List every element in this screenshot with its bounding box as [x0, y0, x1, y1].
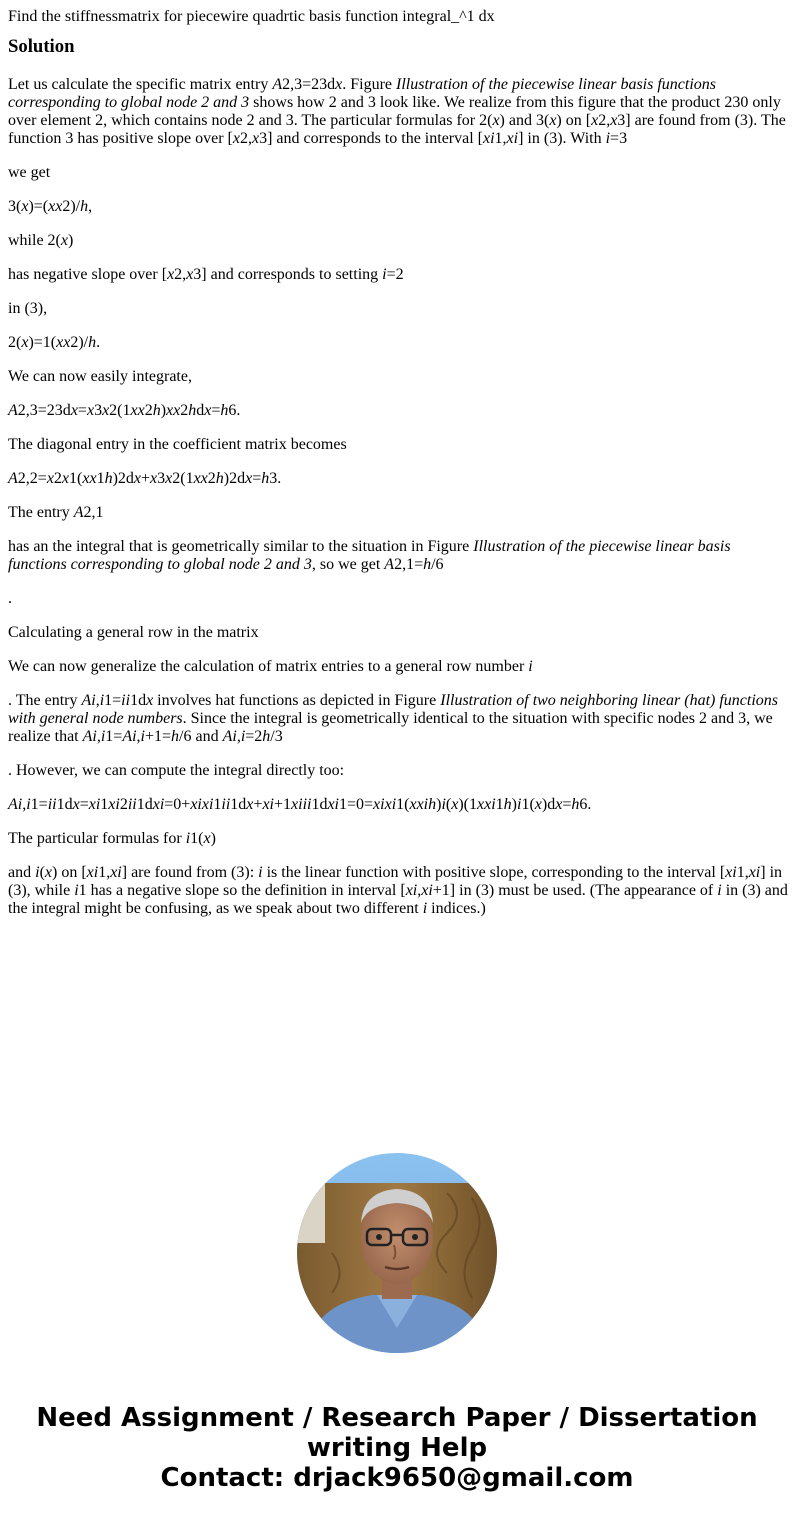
text-run: 1, [736, 864, 749, 881]
text-run: 1, [494, 130, 507, 147]
text-run: )=( [28, 198, 49, 215]
solution-paragraph [8, 300, 788, 318]
italic-text: xi [483, 130, 495, 147]
text-run: = [252, 470, 262, 487]
text-run: , [96, 728, 101, 745]
text-run: + [141, 470, 151, 487]
text-run: and [8, 864, 36, 881]
italic-text: A [272, 76, 283, 93]
text-run: ] in (3). With [518, 130, 606, 147]
solution-paragraph [8, 436, 788, 454]
solution-paragraph [8, 864, 788, 918]
solution-paragraph [8, 692, 788, 746]
text-run: indices.) [427, 900, 486, 917]
text-run: 1= [104, 692, 122, 709]
text-run: 1 [100, 796, 109, 813]
text-run: 1( [521, 796, 535, 813]
text-run: 2,1= [394, 556, 424, 573]
text-run: /3 [270, 728, 283, 745]
italic-text: x [133, 470, 141, 487]
text-run: 1( [396, 796, 410, 813]
italic-text: h [503, 796, 512, 813]
italic-text: h [171, 728, 180, 745]
italic-text: A [73, 504, 84, 521]
text-run: 6. [579, 796, 592, 813]
italic-text: i [35, 864, 40, 881]
avatar-photo [297, 1153, 497, 1353]
italic-text: h [152, 402, 161, 419]
italic-text: i [185, 830, 191, 847]
footer-contact-line: Contact: drjack9650@gmail.com [160, 1463, 634, 1493]
solution-paragraph [8, 164, 788, 182]
italic-text: xx [82, 470, 97, 487]
text-run: +1 [273, 796, 292, 813]
text-run: 3] and corresponds to the interval [ [259, 130, 483, 147]
text-run: 2 [144, 402, 153, 419]
italic-text: xi [88, 796, 101, 813]
text-run: 1 has a negative slope so the definition in interval [ [78, 882, 406, 899]
italic-text: i [441, 796, 446, 813]
text-run: = [562, 796, 572, 813]
footer-banner [0, 1403, 794, 1493]
italic-text: xi [748, 864, 761, 881]
text-run: = [77, 402, 87, 419]
text-run: ) [436, 796, 442, 813]
text-run: 1= [105, 728, 123, 745]
solution-heading: Solution [8, 36, 75, 57]
italic-text: ii [127, 796, 137, 813]
italic-text: h [215, 470, 224, 487]
italic-text: x [186, 266, 194, 283]
italic-text: x [61, 470, 70, 487]
italic-text: A [8, 402, 18, 419]
text-run: is the linear function with positive slope, corresponding to the interval [ [262, 864, 726, 881]
italic-text: x [555, 796, 563, 813]
text-run: 1d [56, 796, 73, 813]
text-run: The entry [8, 504, 74, 521]
text-run: 6. [228, 402, 241, 419]
text-run: 1( [190, 830, 204, 847]
text-run: 1d [136, 796, 153, 813]
text-run: 1 [213, 796, 222, 813]
solution-paragraph [8, 830, 788, 848]
italic-text: xi [405, 882, 418, 899]
italic-text: i [74, 882, 79, 899]
text-run: Let us calculate the specific matrix entry [8, 76, 273, 93]
italic-text: i [382, 266, 387, 283]
text-run: . The entry [8, 692, 82, 709]
italic-text: xxi [477, 796, 496, 813]
italic-text: x [102, 402, 110, 419]
italic-text: xx [166, 402, 181, 419]
text-run: , [136, 728, 141, 745]
solution-paragraph [8, 504, 788, 522]
text-run: ) on [ [52, 864, 87, 881]
italic-text: x [60, 232, 68, 249]
italic-text: xx [130, 402, 145, 419]
solution-body [8, 76, 788, 918]
italic-text: Ai [222, 728, 237, 745]
text-run: )d [541, 796, 556, 813]
italic-text: i [140, 728, 145, 745]
text-run: 3( [8, 198, 22, 215]
text-run: = [79, 796, 89, 813]
italic-text: h [423, 556, 432, 573]
text-run: 1 [96, 470, 105, 487]
text-run: )2d [112, 470, 134, 487]
text-run: 2(1 [109, 402, 131, 419]
italic-text: x [167, 266, 175, 283]
text-run: ( [445, 796, 452, 813]
text-run: ) and 3( [499, 112, 550, 129]
text-run: 3] and corresponds to setting [193, 266, 383, 283]
text-run: , [417, 882, 422, 899]
text-run: 1d [311, 796, 328, 813]
text-run: ) [67, 232, 74, 249]
italic-text: x [165, 470, 173, 487]
italic-text: i [99, 692, 105, 709]
italic-text: x [591, 112, 599, 129]
text-run: )2d [223, 470, 246, 487]
text-run: =0+ [164, 796, 191, 813]
italic-text: x [610, 112, 618, 129]
text-run: involves hat functions as depicted in Figure [153, 692, 441, 709]
text-run: 2,2= [17, 470, 47, 487]
text-run: =3 [610, 130, 628, 147]
text-run: 2,1 [83, 504, 104, 521]
text-run: We can now generalize the calculation of matrix entries to a general row number [8, 658, 529, 675]
text-run: 1= [30, 796, 48, 813]
italic-text: A [8, 470, 18, 487]
text-run: , [22, 796, 27, 813]
text-run: 2, [598, 112, 611, 129]
text-run: , [95, 692, 100, 709]
text-run: ) [210, 830, 216, 847]
italic-text: Ai [8, 796, 23, 813]
text-run: 2 [207, 470, 216, 487]
italic-text: i [26, 796, 31, 813]
text-run: , [88, 198, 93, 215]
text-run: ] in (3), while [8, 864, 783, 899]
solution-paragraph [8, 334, 788, 352]
italic-text: Illustration of the piecewise linear basis functions corresponding to global node 2 and 3 [8, 76, 717, 111]
italic-text: x [204, 402, 212, 419]
italic-text: x [246, 796, 254, 813]
text-run: in (3), [8, 300, 48, 317]
text-run: 2 [53, 470, 62, 487]
text-run: 1, [98, 864, 111, 881]
italic-text: x [70, 402, 78, 419]
italic-text: xi [262, 796, 274, 813]
text-run: 1( [69, 470, 83, 487]
italic-text: i [717, 882, 722, 899]
italic-text: x [46, 470, 54, 487]
text-run: /6 [431, 556, 444, 573]
italic-text: xx [193, 470, 208, 487]
solution-paragraph [8, 538, 788, 574]
text-run: The particular formulas for [8, 830, 186, 847]
italic-text: A [384, 556, 395, 573]
italic-text: h [262, 728, 271, 745]
text-run: ) [160, 402, 167, 419]
italic-text: xxih [409, 796, 437, 813]
italic-text: Illustration of two neighboring linear (hat) functions with general node numbers [8, 692, 779, 727]
italic-text: x [492, 112, 500, 129]
italic-text: x [451, 796, 459, 813]
italic-text: h [220, 402, 229, 419]
text-run: we get [8, 164, 51, 181]
solution-paragraph [8, 76, 788, 148]
italic-text: i [422, 900, 428, 917]
solution-paragraph [8, 796, 788, 814]
italic-text: h [571, 796, 580, 813]
italic-text: xi [725, 864, 737, 881]
text-run: 3 [94, 402, 103, 419]
italic-text: x [232, 130, 240, 147]
italic-text: Illustration of the piecewise linear basis functions corresponding to global node 2 and 3 [8, 538, 731, 573]
italic-text: xx [48, 198, 63, 215]
text-run: . Figure [342, 76, 397, 93]
text-run: , [236, 728, 241, 745]
text-run: , so we get [311, 556, 385, 573]
italic-text: ii [47, 796, 57, 813]
text-run: 1=0= [339, 796, 374, 813]
text-run: /6 and [179, 728, 223, 745]
italic-text: x [44, 864, 52, 881]
text-run: shows how 2 and 3 look like. We realize from this figure that the product 230 only over element 2, which contains node 2 and 3. The particular formulas for 2( [8, 94, 781, 129]
italic-text: xi [86, 864, 99, 881]
article [8, 8, 788, 934]
text-run: 2( [8, 334, 22, 351]
text-run: 2 [119, 796, 128, 813]
text-run: 2, [174, 266, 187, 283]
text-run: 3] are found from (3). The function 3 has positive slope over [ [8, 112, 786, 147]
text-run: =2 [386, 266, 404, 283]
text-run: +1= [145, 728, 172, 745]
italic-text: x [86, 402, 95, 419]
italic-text: xiii [291, 796, 312, 813]
question-text: Find the stiffnessmatrix for piecewire quadrtic basis function integral_^1 dx [8, 8, 495, 25]
italic-text: ii [221, 796, 231, 813]
text-run: has negative slope over [ [8, 266, 168, 283]
text-run: + [253, 796, 263, 813]
solution-paragraph [8, 232, 788, 250]
italic-text: h [88, 334, 97, 351]
italic-text: x [72, 796, 80, 813]
italic-text: Ai [82, 728, 97, 745]
italic-text: xi [327, 796, 339, 813]
text-run: . Since the integral is geometrically identical to the situation with specific nodes 2 and 3, we realize that [8, 710, 773, 745]
solution-paragraph [8, 266, 788, 284]
text-run: ] are found from (3): [121, 864, 259, 881]
italic-text: x [549, 112, 557, 129]
text-run: 1d [230, 796, 247, 813]
italic-text: xi [506, 130, 519, 147]
text-run: =2 [245, 728, 263, 745]
text-run: +1] in (3) must be used. (The appearance of [432, 882, 718, 899]
text-run: )(1 [458, 796, 477, 813]
italic-text: i [516, 796, 522, 813]
text-run: 1 [495, 796, 504, 813]
text-run: 1d [130, 692, 147, 709]
text-run: 2,3=23d [282, 76, 336, 93]
solution-paragraph [8, 470, 788, 488]
italic-text: h [80, 198, 89, 215]
italic-text: h [104, 470, 113, 487]
italic-text: h [188, 402, 197, 419]
text-run: . [8, 590, 12, 607]
italic-text: xixi [373, 796, 397, 813]
italic-text: h [261, 470, 270, 487]
text-run: 2,3=23d [17, 402, 71, 419]
italic-text: xi [110, 864, 122, 881]
italic-text: xi [152, 796, 165, 813]
italic-text: i [258, 864, 263, 881]
text-run: The diagonal entry in the coefficient matrix becomes [8, 436, 347, 453]
text-run: 2, [239, 130, 252, 147]
text-run: = [211, 402, 221, 419]
text-run: has an the integral that is geometrically similar to the situation in Figure [8, 538, 474, 555]
solution-paragraph [8, 590, 788, 608]
text-run: We can now easily integrate, [8, 368, 192, 385]
italic-text: x [150, 470, 158, 487]
italic-text: x [251, 130, 260, 147]
text-run: 2 [180, 402, 189, 419]
text-run: Calculating a general row in the matrix [8, 624, 259, 641]
italic-text: xx [56, 334, 71, 351]
italic-text: x [245, 470, 253, 487]
avatar [297, 1153, 497, 1353]
text-run: while 2( [8, 232, 61, 249]
italic-text: Ai [81, 692, 96, 709]
text-run: ) on [ [556, 112, 592, 129]
footer-help-line: Need Assignment / Research Paper / Dissertation writing Help [36, 1403, 758, 1463]
italic-text: Ai [122, 728, 137, 745]
italic-text: xi [421, 882, 433, 899]
italic-text: xixi [190, 796, 214, 813]
solution-paragraph [8, 198, 788, 216]
italic-text: x [146, 692, 154, 709]
italic-text: i [100, 728, 106, 745]
solution-paragraph [8, 368, 788, 386]
text-run: )=1( [28, 334, 57, 351]
italic-text: ii [121, 692, 131, 709]
italic-text: i [605, 130, 611, 147]
text-run: 3. [269, 470, 282, 487]
text-run: 2)/ [62, 198, 81, 215]
italic-text: x [335, 76, 343, 93]
solution-paragraph [8, 624, 788, 642]
italic-text: i [240, 728, 246, 745]
text-run: in (3) and the integral might be confusing, as we speak about two different [8, 882, 788, 917]
text-run: ) [511, 796, 517, 813]
text-run: d [196, 402, 205, 419]
solution-paragraph [8, 658, 788, 676]
text-run: ( [39, 864, 45, 881]
italic-text: x [534, 796, 542, 813]
italic-text: i [528, 658, 533, 675]
text-run: . However, we can compute the integral directly too: [8, 762, 345, 779]
text-run: 2(1 [172, 470, 194, 487]
text-run: 2)/ [70, 334, 89, 351]
italic-text: x [21, 198, 29, 215]
text-run: . [96, 334, 101, 351]
italic-text: x [21, 334, 29, 351]
italic-text: x [203, 830, 211, 847]
text-run: 3 [157, 470, 166, 487]
solution-paragraph [8, 402, 788, 420]
italic-text: xi [108, 796, 120, 813]
solution-paragraph [8, 762, 788, 780]
